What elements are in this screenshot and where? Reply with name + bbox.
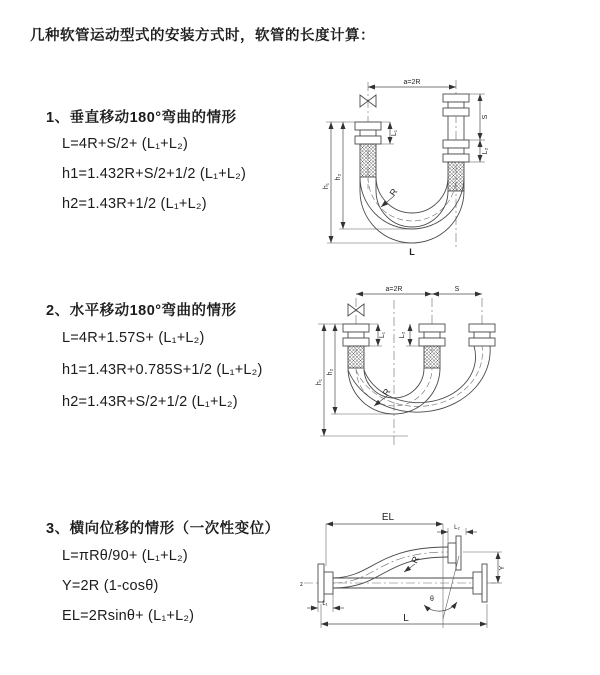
dim-label-l1: L₁	[322, 601, 328, 607]
section-3-formula-L: L=πRθ/90+ (L₁+L₂)	[62, 548, 188, 564]
upper-flange-displaced	[448, 536, 461, 570]
centerlines	[356, 298, 482, 448]
left-hose-fitting	[355, 122, 381, 177]
dim-label-r: R	[409, 554, 422, 565]
dim-label-theta: θ	[430, 596, 434, 603]
dim-label-r: R	[380, 386, 393, 398]
dimension-a2r	[368, 79, 456, 87]
dimension-a2r	[356, 286, 432, 294]
dimension-s	[432, 286, 482, 294]
section-2-formula-h2: h2=1.43R+S/2+1/2 (L₁+L₂)	[62, 394, 238, 410]
section-3-formula-EL: EL=2Rsinθ+ (L₁+L₂)	[62, 608, 195, 624]
dimension-l1	[307, 594, 344, 612]
dimension-l	[321, 604, 487, 628]
section-3-formula-Y: Y=2R (1-cosθ)	[62, 578, 159, 594]
z-mark: z	[300, 582, 303, 588]
dim-label-a: a=2R	[403, 79, 421, 86]
dim-label-y: Y	[499, 565, 506, 571]
right-hose-fitting-lower-position	[443, 140, 469, 191]
diagram-horizontal-180-bend	[308, 280, 595, 460]
dim-label-h2: h₂	[335, 173, 342, 181]
section-2-heading: 2、水平移动180°弯曲的情形	[46, 303, 237, 319]
dim-label-s: S	[454, 286, 460, 293]
centerlines	[368, 80, 456, 250]
radius-callout	[381, 186, 400, 207]
diagram-vertical-180-bend	[310, 74, 595, 259]
dim-label-l2: L₂	[454, 525, 460, 531]
right-hose-fitting-position-2	[469, 324, 495, 346]
angle-theta	[424, 596, 457, 611]
dim-label-r: R	[387, 186, 400, 198]
dim-label-L-bottom: L	[409, 247, 415, 257]
dim-label-a: a=2R	[385, 286, 403, 293]
section-3-heading: 3、横向位移的情形（一次性变位）	[46, 521, 280, 537]
diagram-lateral-displacement	[296, 502, 516, 647]
dim-label-h1: h₁	[316, 378, 323, 386]
dimension-el	[326, 512, 443, 566]
page-title: 几种软管运动型式的安装方式时，软管的长度计算：	[30, 28, 375, 44]
section-1-heading: 1、垂直移动180°弯曲的情形	[46, 110, 237, 126]
section-1-formula-h1: h1=1.432R+S/2+1/2 (L₁+L₂)	[62, 166, 247, 182]
dim-label-el: EL	[381, 512, 395, 523]
left-flange	[318, 564, 333, 602]
section-1-formula-L: L=4R+S/2+ (L₁+L₂)	[62, 136, 188, 152]
right-flange	[473, 564, 487, 602]
dim-label-l2: L₂	[482, 147, 489, 155]
section-1-formula-h2: h2=1.43R+1/2 (L₁+L₂)	[62, 196, 207, 212]
dim-label-h2: h₂	[327, 368, 334, 376]
section-2-formula-L: L=4R+1.57S+ (L₁+L₂)	[62, 330, 205, 346]
displaced-hose-s-curve	[333, 547, 448, 588]
dim-label-h1: h₁	[323, 182, 330, 190]
hose-u-curves	[348, 346, 490, 414]
dim-label-l2: L₂	[399, 331, 406, 339]
dimension-s	[469, 94, 489, 140]
section-2-formula-h1: h1=1.43R+0.785S+1/2 (L₁+L₂)	[62, 362, 263, 378]
dim-label-l1: L₁	[379, 331, 386, 339]
centerline-break-mark	[300, 582, 303, 588]
dim-label-s: S	[482, 114, 489, 120]
dim-label-l1: L₁	[391, 129, 398, 137]
dimension-l2	[469, 140, 489, 162]
dim-label-l: L	[403, 613, 409, 624]
